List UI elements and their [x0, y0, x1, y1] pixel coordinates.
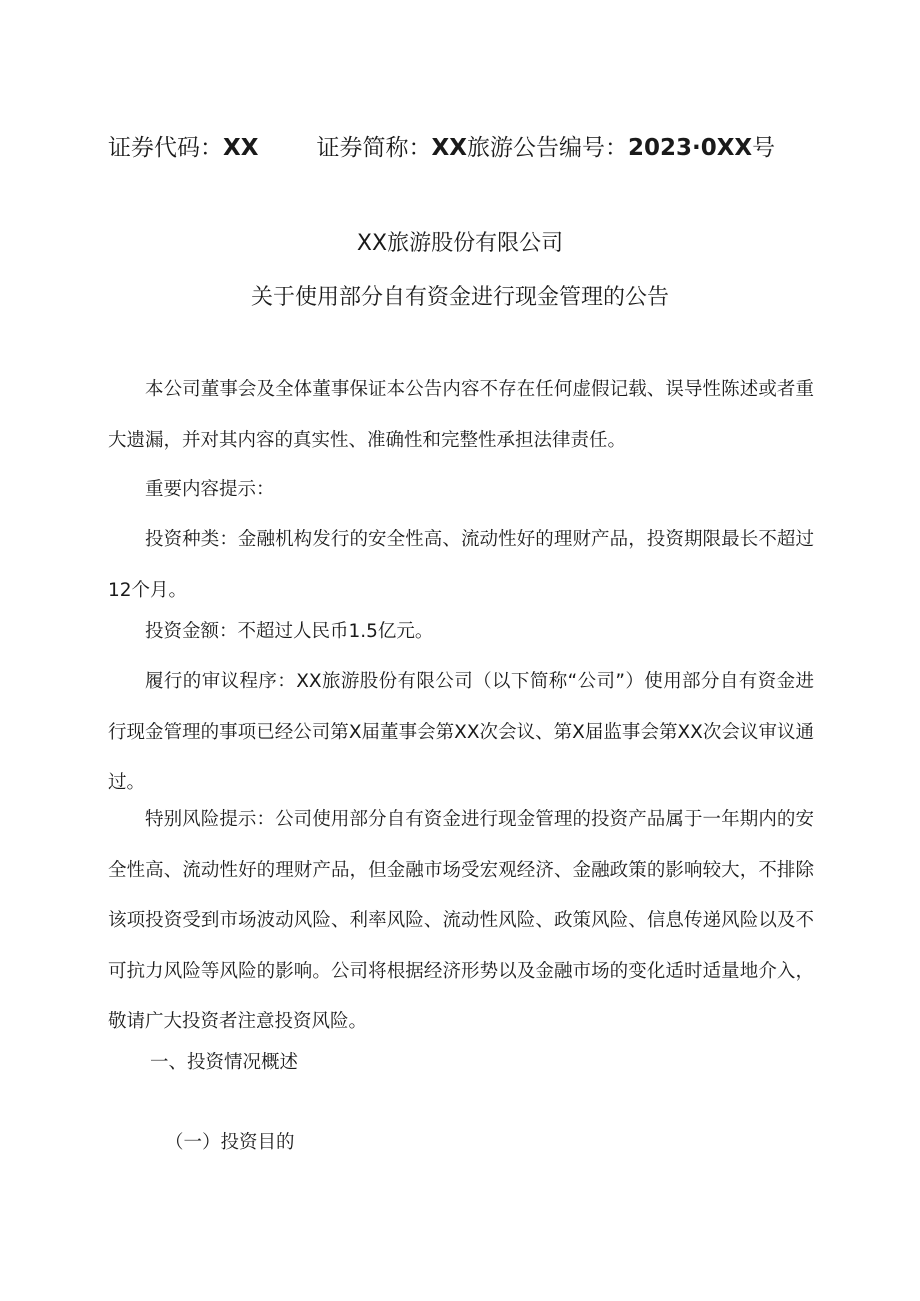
security-name-value: XX: [431, 135, 467, 161]
board-statement-paragraph: 本公司董事会及全体董事保证本公告内容不存在任何虚假记载、误导性陈述或者重大遗漏，并对其内容的真实性、准确性和完整性承担法律责任。: [108, 379, 814, 451]
security-code: [108, 128, 258, 168]
risk-notice-paragraph: 特别风险提示：公司使用部分自有资金进行现金管理的投资产品属于一年期内的安全性高、流动性好的理财产品，但金融市场受宏观经济、金融政策的影响较大，不排除该项投资受到市场波动风险、利率风险、流动性风险、政策风险、信息传递风险以及不可抗力风险等风险的影响。公司将根据经济形势以及金融市场的变化适时适量地介入，敬请广大投资者注意投资风险。: [108, 809, 814, 1032]
review-procedure-paragraph: 履行的审议程序：XX旅游股份有限公司（以下简称“公司”）使用部分自有资金进行现金管理的事项已经公司第X届董事会第XX次会议、第X届监事会第XX次会议审议通过。: [108, 671, 814, 793]
security-name: [316, 128, 775, 168]
investment-amount-paragraph: 投资金额：不超过人民币1.5亿元。: [145, 621, 434, 642]
company-title: XX旅游股份有限公司: [356, 231, 564, 256]
company-short-name: 旅游: [466, 135, 513, 161]
important-notice-heading: 重要内容提示：: [145, 479, 275, 500]
security-code-label: 证券代码：: [108, 135, 223, 161]
security-code-value: XX: [223, 135, 259, 161]
notice-number-label: 公告编号：: [512, 135, 628, 161]
security-info-line: [108, 128, 775, 168]
announcement-title: 关于使用部分自有资金进行现金管理的公告: [250, 285, 669, 310]
notice-number-value: 2023·0XX: [627, 135, 753, 161]
subsection-heading-investment-purpose: （一）投资目的: [165, 1132, 295, 1153]
security-name-label: 证券简称：: [316, 135, 432, 161]
notice-number-suffix: 号: [752, 135, 776, 161]
section-heading-investment-overview: 一、投资情况概述: [150, 1052, 299, 1073]
investment-type-paragraph: 投资种类：金融机构发行的安全性高、流动性好的理财产品，投资期限最长不超过12个月。: [108, 529, 814, 601]
